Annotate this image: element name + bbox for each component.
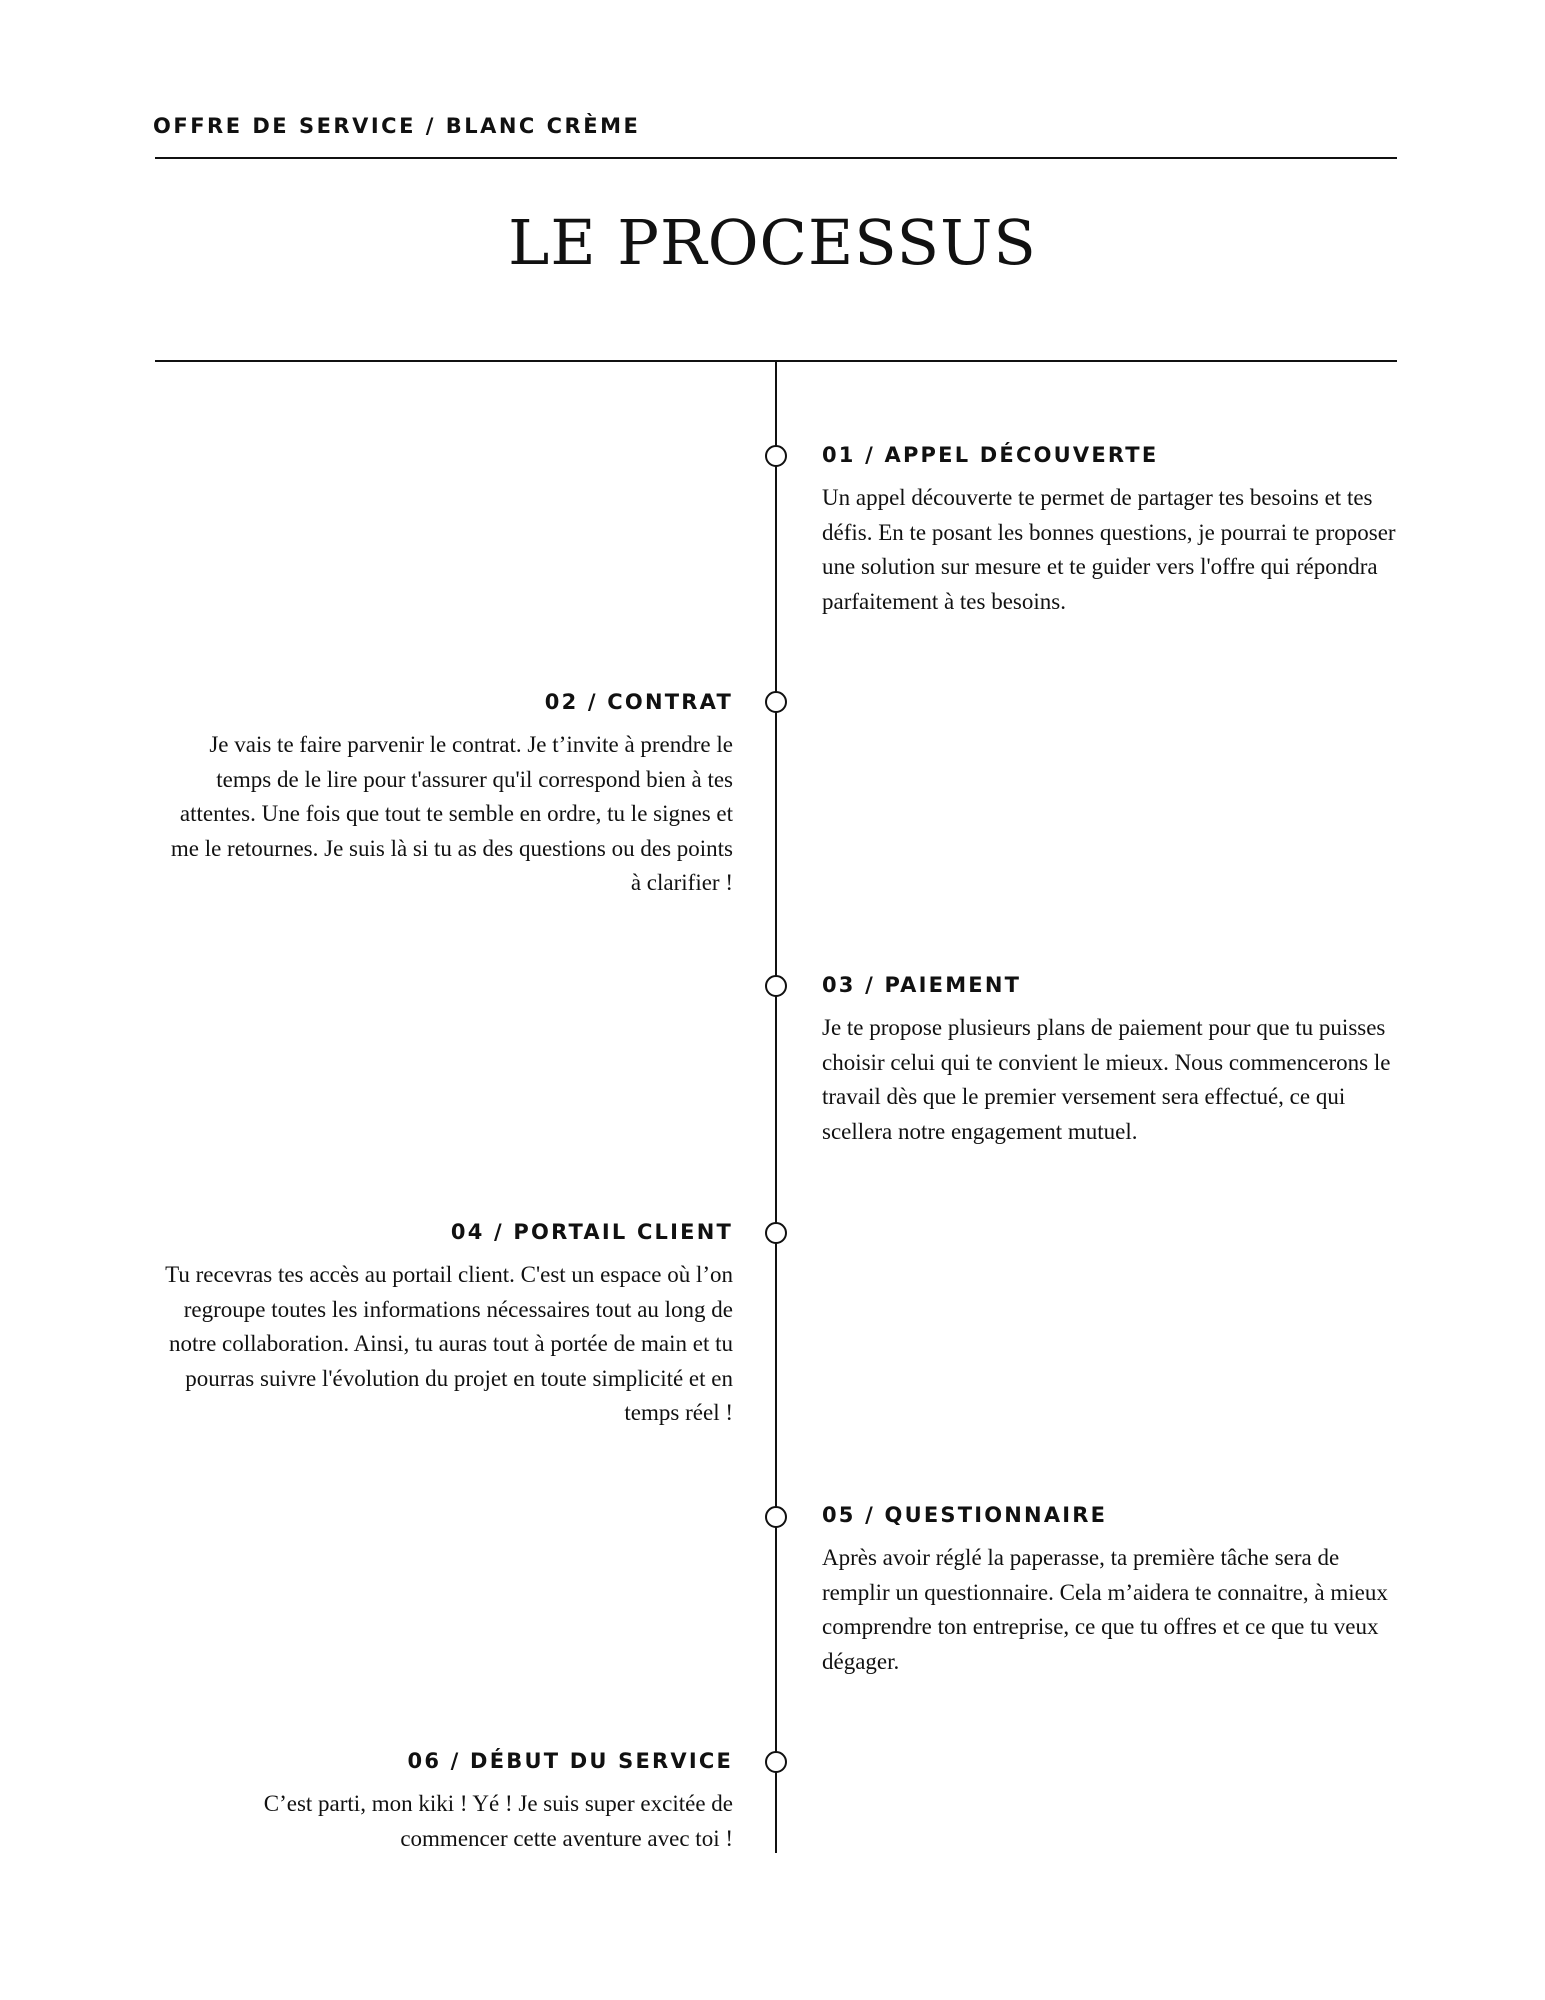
- timeline-node-1: [765, 445, 787, 467]
- step-title: 06 / DÉBUT DU SERVICE: [407, 1749, 733, 1773]
- timeline-node-4: [765, 1222, 787, 1244]
- step-2: [155, 690, 733, 901]
- step-title: 01 / APPEL DÉCOUVERTE: [822, 443, 1159, 467]
- step-6: [155, 1749, 733, 1856]
- step-3: [822, 973, 1397, 1149]
- timeline-node-3: [765, 975, 787, 997]
- step-text: C’est parti, mon kiki ! Yé ! Je suis super excitée de commencer cette aventure avec toi !: [263, 1791, 733, 1851]
- page-title: LE PROCESSUS: [508, 206, 1037, 279]
- step-title: 04 / PORTAIL CLIENT: [450, 1220, 733, 1244]
- top-divider: [155, 157, 1397, 159]
- step-text: Tu recevras tes accès au portail client. C'est un espace où l’on regroupe toutes les informations nécessaires tout au long de notre collaboration. Ainsi, tu auras tout à portée de main et tu pourras suivre l'évolution du projet en toute simplicité et en temps réel !: [165, 1262, 733, 1425]
- timeline-node-2: [765, 691, 787, 713]
- timeline-node-6: [765, 1751, 787, 1773]
- timeline-node-5: [765, 1506, 787, 1528]
- step-title: 02 / CONTRAT: [544, 690, 733, 714]
- step-text: Je vais te faire parvenir le contrat. Je t’invite à prendre le temps de le lire pour t'assurer qu'il correspond bien à tes attentes. Une fois que tout te semble en ordre, tu le signes et me le retournes. Je suis là si tu as des questions ou des points à clarifier !: [170, 732, 733, 895]
- step-text: Après avoir réglé la paperasse, ta première tâche sera de remplir un questionnaire. Cela m’aidera te connaitre, à mieux comprendre ton entreprise, ce que tu offres et ce que tu veux dégager.: [822, 1545, 1388, 1674]
- timeline-line: [775, 361, 777, 1853]
- step-4: [155, 1220, 733, 1431]
- step-title: 05 / QUESTIONNAIRE: [822, 1503, 1108, 1527]
- step-5: [822, 1503, 1397, 1679]
- step-title: 03 / PAIEMENT: [822, 973, 1022, 997]
- step-text: Un appel découverte te permet de partager tes besoins et tes défis. En te posant les bonnes questions, je pourrai te proposer une solution sur mesure et te guider vers l'offre qui répondra parfaitement à tes besoins.: [822, 485, 1396, 614]
- step-text: Je te propose plusieurs plans de paiement pour que tu puisses choisir celui qui te convient le mieux. Nous commencerons le travail dès que le premier versement sera effectué, ce qui scellera notre engagement mutuel.: [822, 1015, 1391, 1144]
- header-label: OFFRE DE SERVICE / BLANC CRÈME: [153, 114, 641, 138]
- step-1: [822, 443, 1397, 619]
